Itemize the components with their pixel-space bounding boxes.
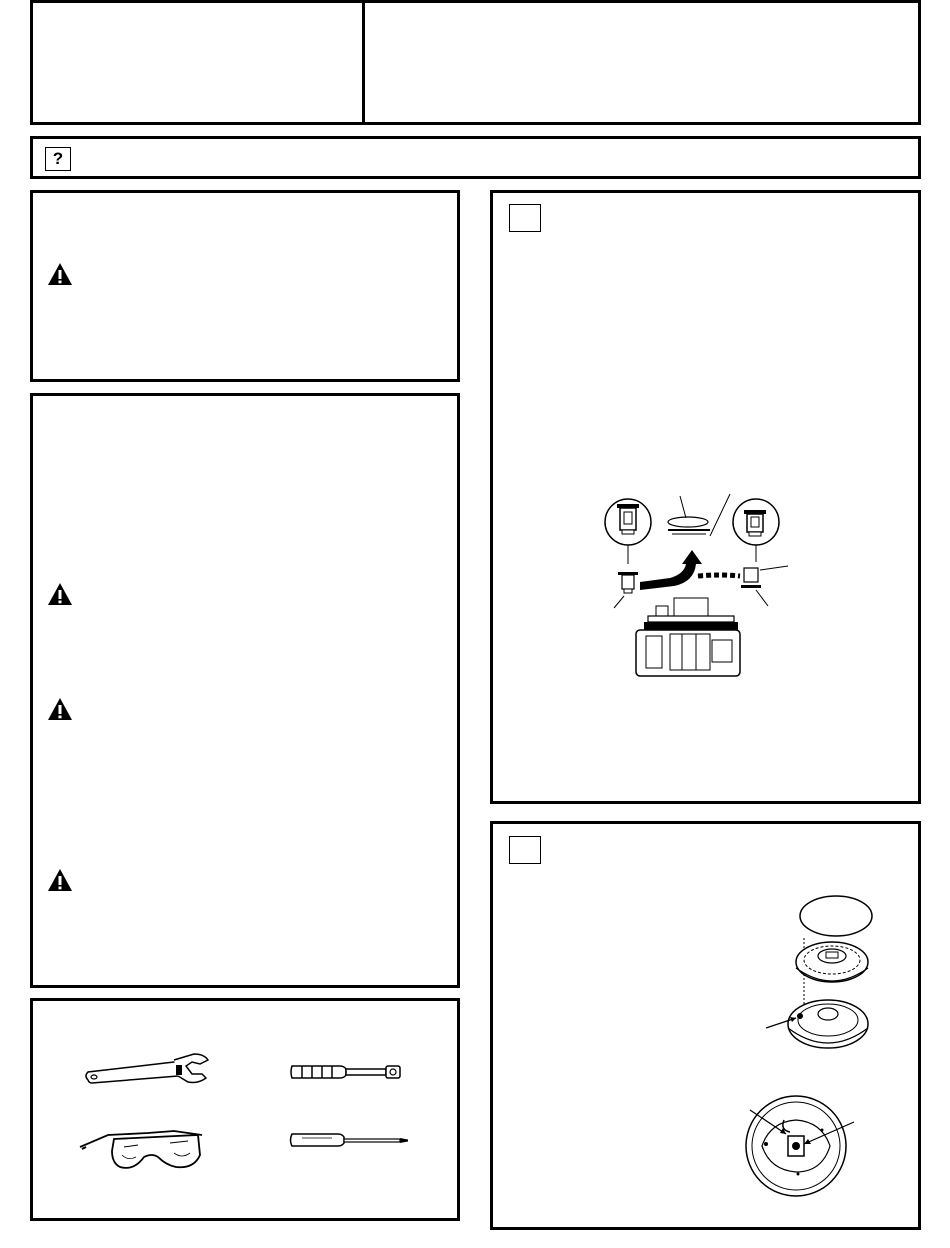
burner-exploded-diagram xyxy=(760,890,880,1060)
warning-triangle-icon xyxy=(47,868,73,892)
banner-box xyxy=(30,136,921,179)
nut-driver-icon xyxy=(288,1058,408,1086)
orifice-conversion-diagram xyxy=(600,490,800,680)
flat-screwdriver-icon xyxy=(288,1130,412,1150)
question-icon: ? xyxy=(45,147,71,171)
adjustable-wrench-icon xyxy=(82,1050,212,1090)
warning-triangle-icon xyxy=(47,262,73,286)
warning-triangle-icon xyxy=(47,582,73,606)
safety-box-2 xyxy=(30,393,460,988)
header-right-box xyxy=(362,0,921,125)
burner-base-top-view xyxy=(740,1092,860,1202)
safety-box-1 xyxy=(30,190,460,382)
warning-triangle-icon xyxy=(47,697,73,721)
tools-box xyxy=(30,998,460,1221)
step-1-number xyxy=(509,204,541,232)
header-left-box xyxy=(30,0,365,125)
step-2-number xyxy=(509,836,541,864)
safety-glasses-icon xyxy=(78,1125,206,1175)
